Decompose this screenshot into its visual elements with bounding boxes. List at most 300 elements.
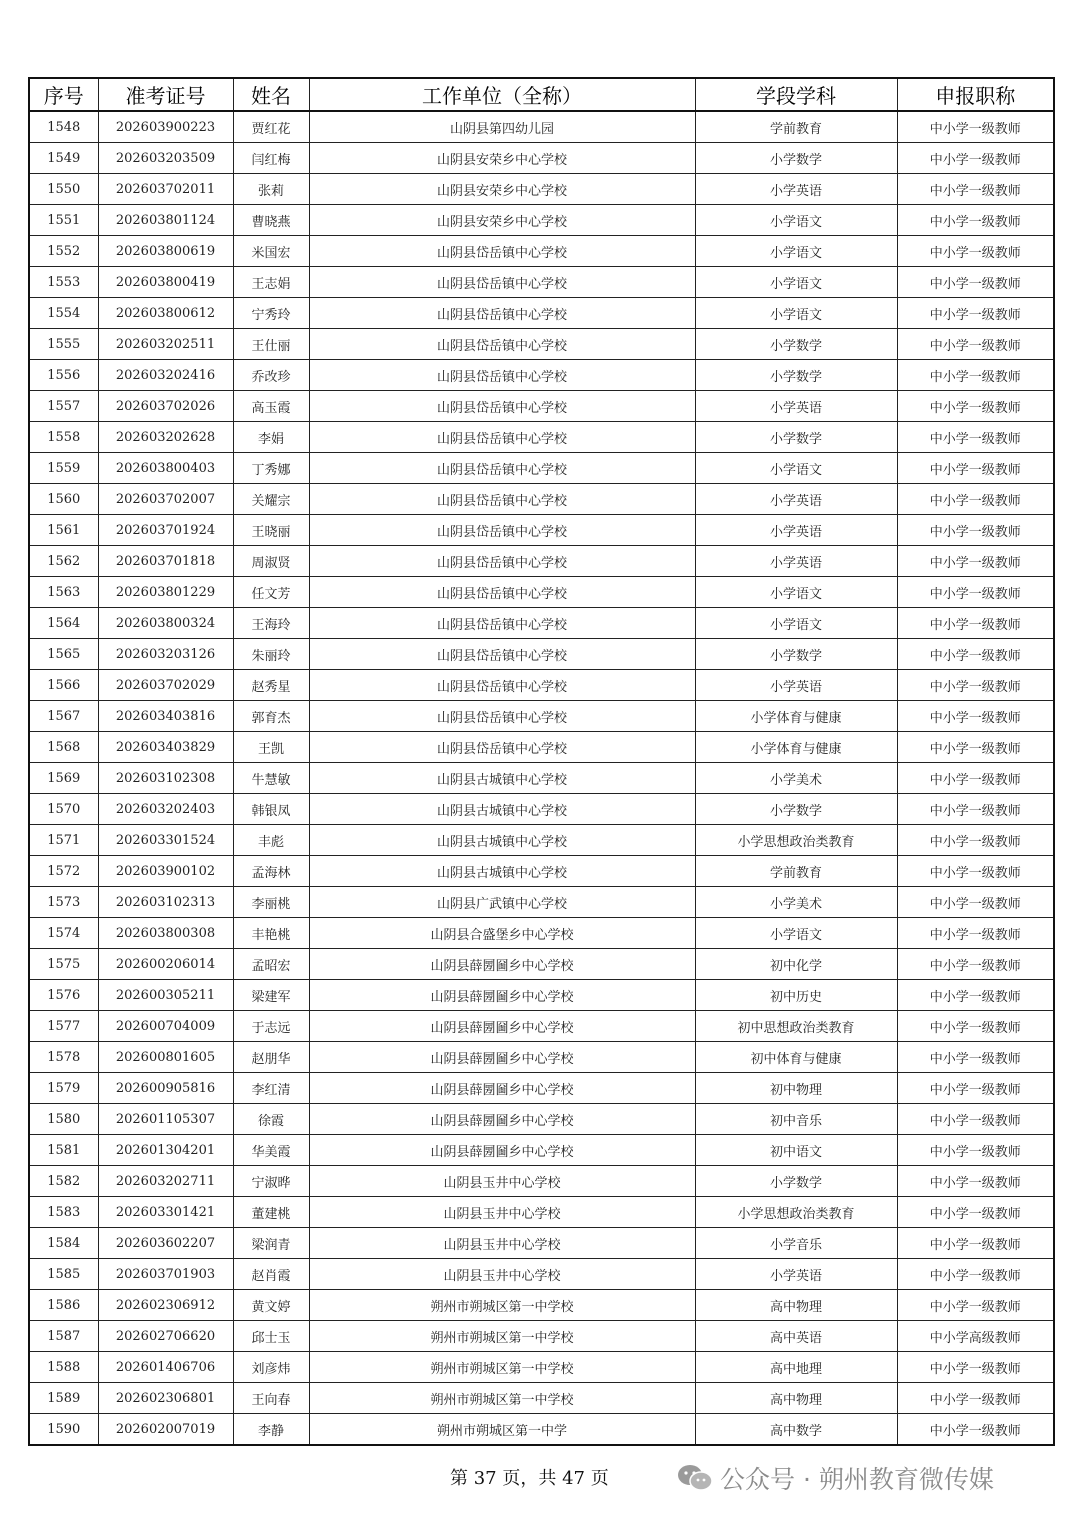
table-row — [29, 856, 1054, 887]
cell-seq: 1574 — [29, 918, 98, 949]
cell-name: 徐霞 — [233, 1104, 309, 1135]
cell-exam-id: 202603202511 — [98, 329, 233, 360]
cell-name: 宁秀玲 — [233, 298, 309, 329]
cell-title: 中小学一级教师 — [897, 794, 1054, 825]
table-row — [29, 267, 1054, 298]
cell-exam-id: 202603900223 — [98, 111, 233, 143]
header-seq: 序号 — [29, 78, 98, 111]
cell-workplace: 山阴县古城镇中心学校 — [309, 856, 695, 887]
cell-workplace: 山阴县岱岳镇中心学校 — [309, 484, 695, 515]
cell-workplace: 山阴县薛圐圙乡中心学校 — [309, 1135, 695, 1166]
cell-seq: 1560 — [29, 484, 98, 515]
table-row — [29, 1104, 1054, 1135]
cell-title: 中小学一级教师 — [897, 763, 1054, 794]
cell-subject: 高中物理 — [695, 1290, 897, 1321]
cell-seq: 1557 — [29, 391, 98, 422]
cell-name: 郭育杰 — [233, 701, 309, 732]
cell-subject: 小学音乐 — [695, 1228, 897, 1259]
cell-subject: 小学体育与健康 — [695, 732, 897, 763]
table-row — [29, 949, 1054, 980]
cell-subject: 小学美术 — [695, 887, 897, 918]
table-row — [29, 1011, 1054, 1042]
cell-name: 高玉霞 — [233, 391, 309, 422]
cell-subject: 小学美术 — [695, 763, 897, 794]
cell-exam-id: 202603403829 — [98, 732, 233, 763]
cell-subject: 小学思想政治类教育 — [695, 1197, 897, 1228]
cell-exam-id: 202601105307 — [98, 1104, 233, 1135]
cell-name: 韩银凤 — [233, 794, 309, 825]
cell-seq: 1566 — [29, 670, 98, 701]
cell-exam-id: 202603701903 — [98, 1259, 233, 1290]
cell-title: 中小学一级教师 — [897, 1197, 1054, 1228]
cell-workplace: 山阴县古城镇中心学校 — [309, 825, 695, 856]
cell-workplace: 朔州市朔城区第一中学校 — [309, 1383, 695, 1414]
cell-seq: 1552 — [29, 236, 98, 267]
cell-seq: 1588 — [29, 1352, 98, 1383]
cell-name: 李红清 — [233, 1073, 309, 1104]
table-row — [29, 670, 1054, 701]
cell-exam-id: 202603702026 — [98, 391, 233, 422]
cell-exam-id: 202603701924 — [98, 515, 233, 546]
cell-name: 曹晓燕 — [233, 205, 309, 236]
table-row — [29, 484, 1054, 515]
cell-title: 中小学一级教师 — [897, 360, 1054, 391]
cell-exam-id: 202603702011 — [98, 174, 233, 205]
cell-subject: 小学语文 — [695, 453, 897, 484]
cell-seq: 1571 — [29, 825, 98, 856]
cell-workplace: 山阴县安荣乡中心学校 — [309, 205, 695, 236]
cell-title: 中小学一级教师 — [897, 1166, 1054, 1197]
cell-workplace: 山阴县古城镇中心学校 — [309, 794, 695, 825]
cell-subject: 小学体育与健康 — [695, 701, 897, 732]
cell-subject: 学前教育 — [695, 856, 897, 887]
cell-workplace: 朔州市朔城区第一中学校 — [309, 1352, 695, 1383]
cell-seq: 1550 — [29, 174, 98, 205]
cell-title: 中小学一级教师 — [897, 236, 1054, 267]
cell-seq: 1590 — [29, 1414, 98, 1446]
cell-exam-id: 202603800324 — [98, 608, 233, 639]
cell-subject: 小学数学 — [695, 639, 897, 670]
table-row — [29, 205, 1054, 236]
cell-exam-id: 202600801605 — [98, 1042, 233, 1073]
cell-subject: 学前教育 — [695, 111, 897, 143]
header-workplace: 工作单位（全称） — [309, 78, 695, 111]
cell-exam-id: 202600905816 — [98, 1073, 233, 1104]
cell-name: 李静 — [233, 1414, 309, 1446]
cell-seq: 1559 — [29, 453, 98, 484]
cell-seq: 1549 — [29, 143, 98, 174]
cell-subject: 小学数学 — [695, 422, 897, 453]
cell-subject: 小学英语 — [695, 1259, 897, 1290]
cell-workplace: 山阴县薛圐圙乡中心学校 — [309, 1042, 695, 1073]
table-row — [29, 111, 1054, 143]
cell-exam-id: 202603800619 — [98, 236, 233, 267]
cell-subject: 初中音乐 — [695, 1104, 897, 1135]
cell-subject: 小学数学 — [695, 1166, 897, 1197]
cell-subject: 小学英语 — [695, 391, 897, 422]
cell-workplace: 山阴县玉井中心学校 — [309, 1259, 695, 1290]
cell-name: 王志娟 — [233, 267, 309, 298]
table-row — [29, 980, 1054, 1011]
cell-title: 中小学一级教师 — [897, 174, 1054, 205]
cell-exam-id: 202600704009 — [98, 1011, 233, 1042]
cell-exam-id: 202603301421 — [98, 1197, 233, 1228]
cell-title: 中小学一级教师 — [897, 980, 1054, 1011]
cell-title: 中小学一级教师 — [897, 1290, 1054, 1321]
cell-name: 王仕丽 — [233, 329, 309, 360]
cell-seq: 1553 — [29, 267, 98, 298]
cell-title: 中小学一级教师 — [897, 484, 1054, 515]
cell-seq: 1569 — [29, 763, 98, 794]
cell-seq: 1565 — [29, 639, 98, 670]
cell-workplace: 朔州市朔城区第一中学 — [309, 1414, 695, 1446]
table-row — [29, 329, 1054, 360]
cell-name: 王海玲 — [233, 608, 309, 639]
cell-name: 米国宏 — [233, 236, 309, 267]
table-row — [29, 825, 1054, 856]
cell-seq: 1572 — [29, 856, 98, 887]
cell-name: 孟海林 — [233, 856, 309, 887]
cell-name: 李娟 — [233, 422, 309, 453]
cell-exam-id: 202603403816 — [98, 701, 233, 732]
cell-name: 丰彪 — [233, 825, 309, 856]
cell-exam-id: 202600305211 — [98, 980, 233, 1011]
table-row — [29, 608, 1054, 639]
cell-exam-id: 202603301524 — [98, 825, 233, 856]
cell-workplace: 山阴县玉井中心学校 — [309, 1197, 695, 1228]
cell-title: 中小学一级教师 — [897, 887, 1054, 918]
cell-exam-id: 202603602207 — [98, 1228, 233, 1259]
cell-subject: 高中地理 — [695, 1352, 897, 1383]
cell-title: 中小学高级教师 — [897, 1321, 1054, 1352]
cell-seq: 1580 — [29, 1104, 98, 1135]
cell-name: 孟昭宏 — [233, 949, 309, 980]
table-row — [29, 422, 1054, 453]
page-number: 第 37 页，共 47 页 — [450, 1468, 609, 1489]
cell-seq: 1561 — [29, 515, 98, 546]
cell-exam-id: 202603801229 — [98, 577, 233, 608]
cell-name: 宁淑晔 — [233, 1166, 309, 1197]
cell-name: 王向春 — [233, 1383, 309, 1414]
cell-subject: 高中英语 — [695, 1321, 897, 1352]
cell-workplace: 山阴县岱岳镇中心学校 — [309, 546, 695, 577]
cell-workplace: 山阴县岱岳镇中心学校 — [309, 670, 695, 701]
cell-exam-id: 202600206014 — [98, 949, 233, 980]
cell-title: 中小学一级教师 — [897, 1414, 1054, 1446]
cell-workplace: 山阴县岱岳镇中心学校 — [309, 360, 695, 391]
cell-subject: 小学语文 — [695, 205, 897, 236]
cell-title: 中小学一级教师 — [897, 391, 1054, 422]
cell-subject: 初中物理 — [695, 1073, 897, 1104]
cell-subject: 初中历史 — [695, 980, 897, 1011]
cell-name: 董建桃 — [233, 1197, 309, 1228]
cell-exam-id: 202603702007 — [98, 484, 233, 515]
cell-name: 闫红梅 — [233, 143, 309, 174]
cell-title: 中小学一级教师 — [897, 639, 1054, 670]
cell-exam-id: 202603202403 — [98, 794, 233, 825]
cell-seq: 1570 — [29, 794, 98, 825]
cell-subject: 小学语文 — [695, 918, 897, 949]
cell-title: 中小学一级教师 — [897, 546, 1054, 577]
cell-title: 中小学一级教师 — [897, 1352, 1054, 1383]
cell-workplace: 山阴县岱岳镇中心学校 — [309, 236, 695, 267]
table-row — [29, 360, 1054, 391]
cell-subject: 小学英语 — [695, 515, 897, 546]
cell-seq: 1579 — [29, 1073, 98, 1104]
cell-exam-id: 202603702029 — [98, 670, 233, 701]
cell-workplace: 山阴县岱岳镇中心学校 — [309, 298, 695, 329]
cell-subject: 小学语文 — [695, 577, 897, 608]
cell-seq: 1583 — [29, 1197, 98, 1228]
cell-title: 中小学一级教师 — [897, 608, 1054, 639]
cell-subject: 初中思想政治类教育 — [695, 1011, 897, 1042]
cell-seq: 1577 — [29, 1011, 98, 1042]
cell-workplace: 山阴县岱岳镇中心学校 — [309, 639, 695, 670]
cell-subject: 初中体育与健康 — [695, 1042, 897, 1073]
cell-workplace: 山阴县岱岳镇中心学校 — [309, 329, 695, 360]
cell-subject: 小学语文 — [695, 608, 897, 639]
cell-seq: 1568 — [29, 732, 98, 763]
cell-subject: 初中化学 — [695, 949, 897, 980]
candidate-table — [28, 77, 1055, 1446]
cell-workplace: 山阴县岱岳镇中心学校 — [309, 391, 695, 422]
table-row — [29, 639, 1054, 670]
cell-title: 中小学一级教师 — [897, 267, 1054, 298]
cell-exam-id: 202603900102 — [98, 856, 233, 887]
table-row — [29, 794, 1054, 825]
cell-name: 牛慧敏 — [233, 763, 309, 794]
cell-seq: 1556 — [29, 360, 98, 391]
table-row — [29, 577, 1054, 608]
header-title: 申报职称 — [897, 78, 1054, 111]
cell-subject: 小学思想政治类教育 — [695, 825, 897, 856]
cell-workplace: 山阴县岱岳镇中心学校 — [309, 732, 695, 763]
cell-workplace: 山阴县岱岳镇中心学校 — [309, 422, 695, 453]
cell-title: 中小学一级教师 — [897, 1135, 1054, 1166]
cell-seq: 1576 — [29, 980, 98, 1011]
cell-exam-id: 202603701818 — [98, 546, 233, 577]
cell-subject: 小学英语 — [695, 174, 897, 205]
cell-name: 关耀宗 — [233, 484, 309, 515]
cell-name: 邱士玉 — [233, 1321, 309, 1352]
page-footer — [0, 1458, 1080, 1498]
cell-exam-id: 202602306801 — [98, 1383, 233, 1414]
cell-seq: 1582 — [29, 1166, 98, 1197]
cell-exam-id: 202603800403 — [98, 453, 233, 484]
cell-workplace: 朔州市朔城区第一中学校 — [309, 1290, 695, 1321]
watermark — [676, 1458, 994, 1498]
cell-seq: 1578 — [29, 1042, 98, 1073]
cell-name: 王凯 — [233, 732, 309, 763]
cell-workplace: 山阴县安荣乡中心学校 — [309, 143, 695, 174]
table-row — [29, 453, 1054, 484]
cell-subject: 高中数学 — [695, 1414, 897, 1446]
table-row — [29, 701, 1054, 732]
cell-title: 中小学一级教师 — [897, 701, 1054, 732]
cell-seq: 1589 — [29, 1383, 98, 1414]
cell-exam-id: 202602007019 — [98, 1414, 233, 1446]
cell-title: 中小学一级教师 — [897, 1011, 1054, 1042]
cell-workplace: 山阴县岱岳镇中心学校 — [309, 267, 695, 298]
cell-exam-id: 202603800612 — [98, 298, 233, 329]
table-body — [29, 111, 1054, 1445]
cell-subject: 小学语文 — [695, 236, 897, 267]
cell-subject: 小学英语 — [695, 546, 897, 577]
cell-seq: 1558 — [29, 422, 98, 453]
header-name: 姓名 — [233, 78, 309, 111]
cell-title: 中小学一级教师 — [897, 1259, 1054, 1290]
cell-workplace: 山阴县玉井中心学校 — [309, 1166, 695, 1197]
table-row — [29, 1197, 1054, 1228]
cell-title: 中小学一级教师 — [897, 1383, 1054, 1414]
table-row — [29, 1383, 1054, 1414]
table-row — [29, 1321, 1054, 1352]
cell-title: 中小学一级教师 — [897, 825, 1054, 856]
cell-subject: 小学语文 — [695, 267, 897, 298]
table-row — [29, 298, 1054, 329]
cell-title: 中小学一级教师 — [897, 422, 1054, 453]
cell-title: 中小学一级教师 — [897, 732, 1054, 763]
cell-title: 中小学一级教师 — [897, 1073, 1054, 1104]
cell-name: 于志远 — [233, 1011, 309, 1042]
wechat-icon — [676, 1463, 714, 1493]
table-row — [29, 763, 1054, 794]
cell-workplace: 山阴县岱岳镇中心学校 — [309, 515, 695, 546]
cell-seq: 1563 — [29, 577, 98, 608]
table-row — [29, 887, 1054, 918]
table-row — [29, 1135, 1054, 1166]
cell-name: 王晓丽 — [233, 515, 309, 546]
cell-exam-id: 202603800308 — [98, 918, 233, 949]
cell-subject: 小学数学 — [695, 360, 897, 391]
cell-name: 乔改珍 — [233, 360, 309, 391]
cell-title: 中小学一级教师 — [897, 515, 1054, 546]
cell-title: 中小学一级教师 — [897, 670, 1054, 701]
table-row — [29, 236, 1054, 267]
cell-exam-id: 202603102308 — [98, 763, 233, 794]
cell-seq: 1575 — [29, 949, 98, 980]
cell-seq: 1548 — [29, 111, 98, 143]
cell-workplace: 山阴县岱岳镇中心学校 — [309, 577, 695, 608]
table-row — [29, 918, 1054, 949]
cell-title: 中小学一级教师 — [897, 1228, 1054, 1259]
table-row — [29, 732, 1054, 763]
cell-title: 中小学一级教师 — [897, 143, 1054, 174]
cell-subject: 小学数学 — [695, 329, 897, 360]
cell-name: 丰艳桃 — [233, 918, 309, 949]
table-row — [29, 1166, 1054, 1197]
cell-exam-id: 202603801124 — [98, 205, 233, 236]
cell-workplace: 山阴县第四幼儿园 — [309, 111, 695, 143]
cell-subject: 小学数学 — [695, 143, 897, 174]
cell-name: 贾红花 — [233, 111, 309, 143]
cell-workplace: 山阴县薛圐圙乡中心学校 — [309, 980, 695, 1011]
header-exam-id: 准考证号 — [98, 78, 233, 111]
cell-title: 中小学一级教师 — [897, 577, 1054, 608]
cell-workplace: 山阴县岱岳镇中心学校 — [309, 453, 695, 484]
cell-exam-id: 202603202711 — [98, 1166, 233, 1197]
table-row — [29, 1352, 1054, 1383]
cell-title: 中小学一级教师 — [897, 329, 1054, 360]
cell-workplace: 山阴县安荣乡中心学校 — [309, 174, 695, 205]
cell-workplace: 山阴县薛圐圙乡中心学校 — [309, 949, 695, 980]
cell-seq: 1567 — [29, 701, 98, 732]
header-subject: 学段学科 — [695, 78, 897, 111]
cell-exam-id: 202602306912 — [98, 1290, 233, 1321]
watermark-text: 公众号 · 朔州教育微传媒 — [720, 1465, 994, 1494]
cell-name: 赵朋华 — [233, 1042, 309, 1073]
cell-workplace: 山阴县岱岳镇中心学校 — [309, 701, 695, 732]
cell-subject: 小学语文 — [695, 298, 897, 329]
cell-name: 周淑贤 — [233, 546, 309, 577]
cell-name: 丁秀娜 — [233, 453, 309, 484]
cell-name: 黄文婷 — [233, 1290, 309, 1321]
cell-title: 中小学一级教师 — [897, 111, 1054, 143]
cell-subject: 小学英语 — [695, 670, 897, 701]
cell-workplace: 山阴县岱岳镇中心学校 — [309, 608, 695, 639]
table-row — [29, 1290, 1054, 1321]
cell-title: 中小学一级教师 — [897, 1042, 1054, 1073]
cell-seq: 1562 — [29, 546, 98, 577]
cell-seq: 1554 — [29, 298, 98, 329]
cell-workplace: 山阴县古城镇中心学校 — [309, 763, 695, 794]
cell-title: 中小学一级教师 — [897, 856, 1054, 887]
cell-name: 任文芳 — [233, 577, 309, 608]
table-row — [29, 1259, 1054, 1290]
cell-seq: 1586 — [29, 1290, 98, 1321]
table-row — [29, 1228, 1054, 1259]
cell-title: 中小学一级教师 — [897, 918, 1054, 949]
cell-workplace: 山阴县广武镇中心学校 — [309, 887, 695, 918]
cell-workplace: 山阴县薛圐圙乡中心学校 — [309, 1011, 695, 1042]
table-row — [29, 174, 1054, 205]
table-row — [29, 391, 1054, 422]
cell-name: 赵秀星 — [233, 670, 309, 701]
cell-title: 中小学一级教师 — [897, 1104, 1054, 1135]
cell-title: 中小学一级教师 — [897, 949, 1054, 980]
cell-exam-id: 202602706620 — [98, 1321, 233, 1352]
cell-exam-id: 202603202628 — [98, 422, 233, 453]
cell-seq: 1564 — [29, 608, 98, 639]
cell-workplace: 山阴县薛圐圙乡中心学校 — [309, 1073, 695, 1104]
table-row — [29, 1414, 1054, 1446]
cell-seq: 1551 — [29, 205, 98, 236]
cell-workplace: 朔州市朔城区第一中学校 — [309, 1321, 695, 1352]
table-header-row — [29, 78, 1054, 111]
cell-seq: 1585 — [29, 1259, 98, 1290]
cell-exam-id: 202603102313 — [98, 887, 233, 918]
cell-title: 中小学一级教师 — [897, 453, 1054, 484]
cell-name: 梁建军 — [233, 980, 309, 1011]
cell-workplace: 山阴县薛圐圙乡中心学校 — [309, 1104, 695, 1135]
cell-subject: 小学数学 — [695, 794, 897, 825]
cell-title: 中小学一级教师 — [897, 205, 1054, 236]
cell-name: 赵肖霞 — [233, 1259, 309, 1290]
cell-seq: 1584 — [29, 1228, 98, 1259]
cell-exam-id: 202603800419 — [98, 267, 233, 298]
cell-exam-id: 202601304201 — [98, 1135, 233, 1166]
cell-seq: 1573 — [29, 887, 98, 918]
cell-name: 朱丽玲 — [233, 639, 309, 670]
cell-name: 梁润青 — [233, 1228, 309, 1259]
table-row — [29, 1073, 1054, 1104]
cell-name: 刘彦炜 — [233, 1352, 309, 1383]
cell-exam-id: 202601406706 — [98, 1352, 233, 1383]
table-row — [29, 515, 1054, 546]
cell-subject: 初中语文 — [695, 1135, 897, 1166]
cell-name: 李丽桃 — [233, 887, 309, 918]
cell-title: 中小学一级教师 — [897, 298, 1054, 329]
